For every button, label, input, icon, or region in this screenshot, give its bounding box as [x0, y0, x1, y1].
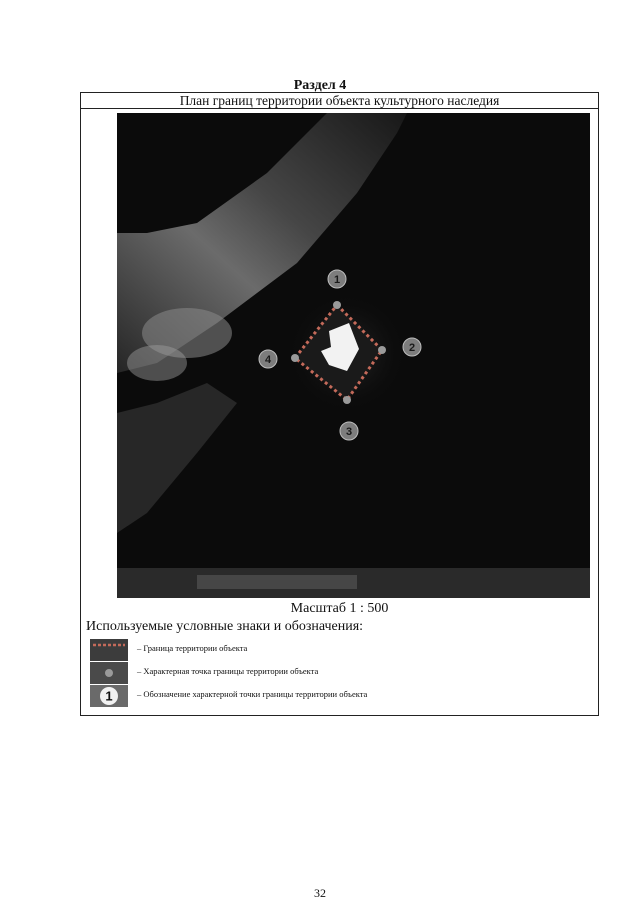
map-scale: Масштаб 1 : 500 — [290, 601, 389, 616]
plan-table — [80, 92, 599, 716]
boundary-point-icon — [90, 662, 128, 684]
boundary-point-2 — [378, 346, 386, 354]
svg-text:4: 4 — [264, 354, 272, 366]
svg-text:1: 1 — [333, 274, 341, 286]
page-number: 32 — [314, 886, 326, 900]
legend-item-label — [90, 685, 590, 707]
legend-item-boundary — [90, 639, 590, 661]
legend-title: Используемые условные знаки и обозначения: — [86, 619, 364, 634]
section-title: Раздел 4 — [293, 78, 347, 93]
point-marker-4 — [259, 350, 277, 368]
svg-text:1: 1 — [105, 688, 113, 704]
legend-item-point — [90, 662, 590, 684]
point-label-icon — [90, 685, 128, 707]
point-marker-3 — [340, 422, 358, 440]
svg-text:3: 3 — [345, 426, 353, 438]
boundary-point-4 — [291, 354, 299, 362]
boundary-point-3 — [343, 396, 351, 404]
legend-text-boundary: – Граница территории объекта — [137, 643, 248, 653]
legend-text-label: – Обозначение характерной точки границы территории объекта — [137, 689, 368, 699]
boundary-line-icon — [90, 639, 128, 661]
svg-text:2: 2 — [408, 342, 416, 354]
boundary-point-1 — [333, 301, 341, 309]
aerial-map — [117, 113, 590, 598]
point-marker-1 — [328, 270, 346, 288]
table-header: План границ территории объекта культурного наследия — [81, 93, 598, 109]
point-marker-2 — [403, 338, 421, 356]
legend-text-point: – Характерная точка границы территории объекта — [137, 666, 319, 676]
